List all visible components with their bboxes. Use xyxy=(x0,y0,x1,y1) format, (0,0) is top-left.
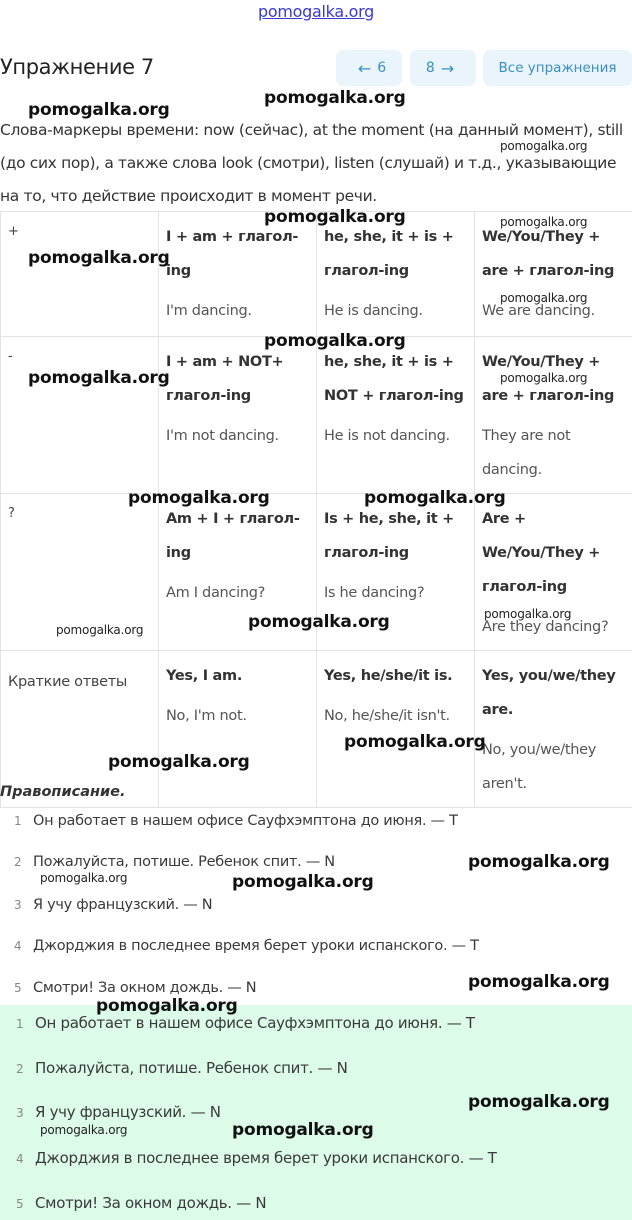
rule-text: Is + he, she, it + глагол-ing xyxy=(324,511,455,561)
rule-text: I + am + NOT+ глагол-ing xyxy=(166,354,284,404)
list-item xyxy=(14,897,212,913)
watermark: pomogalka.org xyxy=(264,88,406,108)
list-item xyxy=(14,980,256,996)
item-text: Он работает в нашем офисе Сауфхэмптона до июня. — T xyxy=(35,1014,475,1032)
item-text: Я учу французский. — N xyxy=(33,897,213,913)
watermark: pomogalka.org xyxy=(28,368,170,388)
table-row xyxy=(1,337,632,494)
row-label: - xyxy=(1,337,159,494)
list-item xyxy=(14,854,335,870)
item-text: Пожалуйста, потише. Ребенок спит. — N xyxy=(33,854,335,870)
list-item xyxy=(16,1194,266,1212)
prev-exercise-label: 6 xyxy=(377,60,387,76)
table-cell xyxy=(159,212,317,337)
watermark: pomogalka.org xyxy=(468,972,610,992)
example-text: No, he/she/it isn't. xyxy=(324,708,450,724)
watermark: pomogalka.org xyxy=(468,852,610,872)
item-number: 5 xyxy=(16,1197,24,1211)
table-cell xyxy=(159,337,317,494)
item-text: Джорджия в последнее время берет уроки испанского. — T xyxy=(35,1149,497,1167)
item-number: 3 xyxy=(14,898,22,912)
example-text: I'm dancing. xyxy=(166,303,252,319)
exercise-header xyxy=(0,50,632,88)
page-title: Упражнение 7 xyxy=(0,55,154,79)
item-number: 1 xyxy=(14,814,22,828)
watermark: pomogalka.org xyxy=(232,1120,374,1140)
watermark: pomogalka.org xyxy=(500,215,588,229)
watermark: pomogalka.org xyxy=(500,371,588,385)
item-text: Пожалуйста, потише. Ребенок спит. — N xyxy=(35,1059,348,1077)
rule-text: Are + We/You/They + глагол-ing xyxy=(482,511,601,595)
arrow-left-icon: ← xyxy=(357,58,372,78)
row-label: + xyxy=(1,212,159,337)
watermark: pomogalka.org xyxy=(28,100,170,120)
list-item xyxy=(16,1059,348,1077)
rule-text: Yes, he/she/it is. xyxy=(324,668,453,684)
table-cell xyxy=(317,212,475,337)
row-label: Краткие ответы xyxy=(1,651,159,808)
table-row xyxy=(1,212,632,337)
table-cell xyxy=(317,651,475,808)
rule-text: I + am + глагол-ing xyxy=(166,229,299,279)
item-number: 2 xyxy=(16,1062,24,1076)
example-text: Am I dancing? xyxy=(166,585,266,601)
site-link[interactable]: pomogalka.org xyxy=(258,2,374,21)
list-item xyxy=(16,1149,497,1167)
item-text: Смотри! За окном дождь. — N xyxy=(33,980,257,996)
example-text: No, I'm not. xyxy=(166,708,247,724)
watermark: pomogalka.org xyxy=(40,871,128,885)
item-number: 4 xyxy=(14,939,22,953)
arrow-right-icon: → xyxy=(440,58,455,78)
rule-text: he, she, it + is + NOT + глагол-ing xyxy=(324,354,464,404)
list-item xyxy=(16,1103,221,1121)
table-cell xyxy=(475,337,632,494)
item-number: 4 xyxy=(16,1152,24,1166)
rule-text: he, she, it + is + глагол-ing xyxy=(324,229,454,279)
example-text: He is not dancing. xyxy=(324,428,450,444)
all-exercises-button[interactable]: Все упражнения xyxy=(483,50,632,86)
list-item xyxy=(16,1014,475,1032)
rule-text: Yes, I am. xyxy=(166,668,243,684)
spelling-heading: Правописание. xyxy=(0,784,126,800)
rule-text: Am + I + глагол-ing xyxy=(166,511,300,561)
watermark: pomogalka.org xyxy=(484,607,572,621)
watermark: pomogalka.org xyxy=(28,248,170,268)
example-text: He is dancing. xyxy=(324,303,423,319)
list-item xyxy=(14,813,458,829)
answer-block xyxy=(0,1005,632,1220)
watermark: pomogalka.org xyxy=(232,872,374,892)
table-cell xyxy=(317,337,475,494)
watermark: pomogalka.org xyxy=(40,1123,128,1137)
item-number: 3 xyxy=(16,1106,24,1120)
watermark: pomogalka.org xyxy=(468,1092,610,1112)
example-text: Is he dancing? xyxy=(324,585,425,601)
watermark: pomogalka.org xyxy=(500,139,588,153)
example-text: We are dancing. xyxy=(482,303,595,319)
watermark: pomogalka.org xyxy=(264,207,406,227)
rule-text: Yes, you/we/they are. xyxy=(482,668,616,718)
example-text: They are not dancing. xyxy=(482,428,571,478)
next-exercise-label: 8 xyxy=(425,60,435,76)
watermark: pomogalka.org xyxy=(344,732,486,752)
item-text: Он работает в нашем офисе Сауфхэмптона до июня. — T xyxy=(33,813,458,829)
item-number: 5 xyxy=(14,981,22,995)
item-text: Я учу французский. — N xyxy=(35,1103,221,1121)
table-cell xyxy=(475,651,632,808)
rule-text: We/You/They + are + глагол-ing xyxy=(482,229,615,279)
item-text: Смотри! За окном дождь. — N xyxy=(35,1194,267,1212)
row-label: ? xyxy=(1,494,159,651)
example-text: No, you/we/they aren't. xyxy=(482,742,597,792)
example-text: Are they dancing? xyxy=(482,619,609,635)
watermark: pomogalka.org xyxy=(364,488,506,508)
table-cell xyxy=(475,494,632,651)
watermark: pomogalka.org xyxy=(56,623,144,637)
table-cell xyxy=(159,651,317,808)
item-number: 1 xyxy=(16,1017,24,1031)
prev-exercise-button[interactable] xyxy=(336,50,402,86)
watermark: pomogalka.org xyxy=(264,331,406,351)
watermark: pomogalka.org xyxy=(128,488,270,508)
item-number: 2 xyxy=(14,855,22,869)
example-text: I'm not dancing. xyxy=(166,428,279,444)
item-text: Джорджия в последнее время берет уроки испанского. — T xyxy=(33,938,479,954)
watermark: pomogalka.org xyxy=(108,752,250,772)
table-cell xyxy=(475,212,632,337)
watermark: pomogalka.org xyxy=(96,996,238,1016)
list-item xyxy=(14,938,479,954)
watermark: pomogalka.org xyxy=(500,291,588,305)
intro-paragraph: Слова-маркеры времени: now (сейчас), at the moment (на данный момент), still (до сих пор), а также слова look (смотри), listen (слушай) и т.д., указывающие на то, что действие происходит в момент речи. xyxy=(0,121,623,205)
rule-text: We/You/They + are + глагол-ing xyxy=(482,354,615,404)
watermark: pomogalka.org xyxy=(248,612,390,632)
next-exercise-button[interactable] xyxy=(410,50,476,86)
